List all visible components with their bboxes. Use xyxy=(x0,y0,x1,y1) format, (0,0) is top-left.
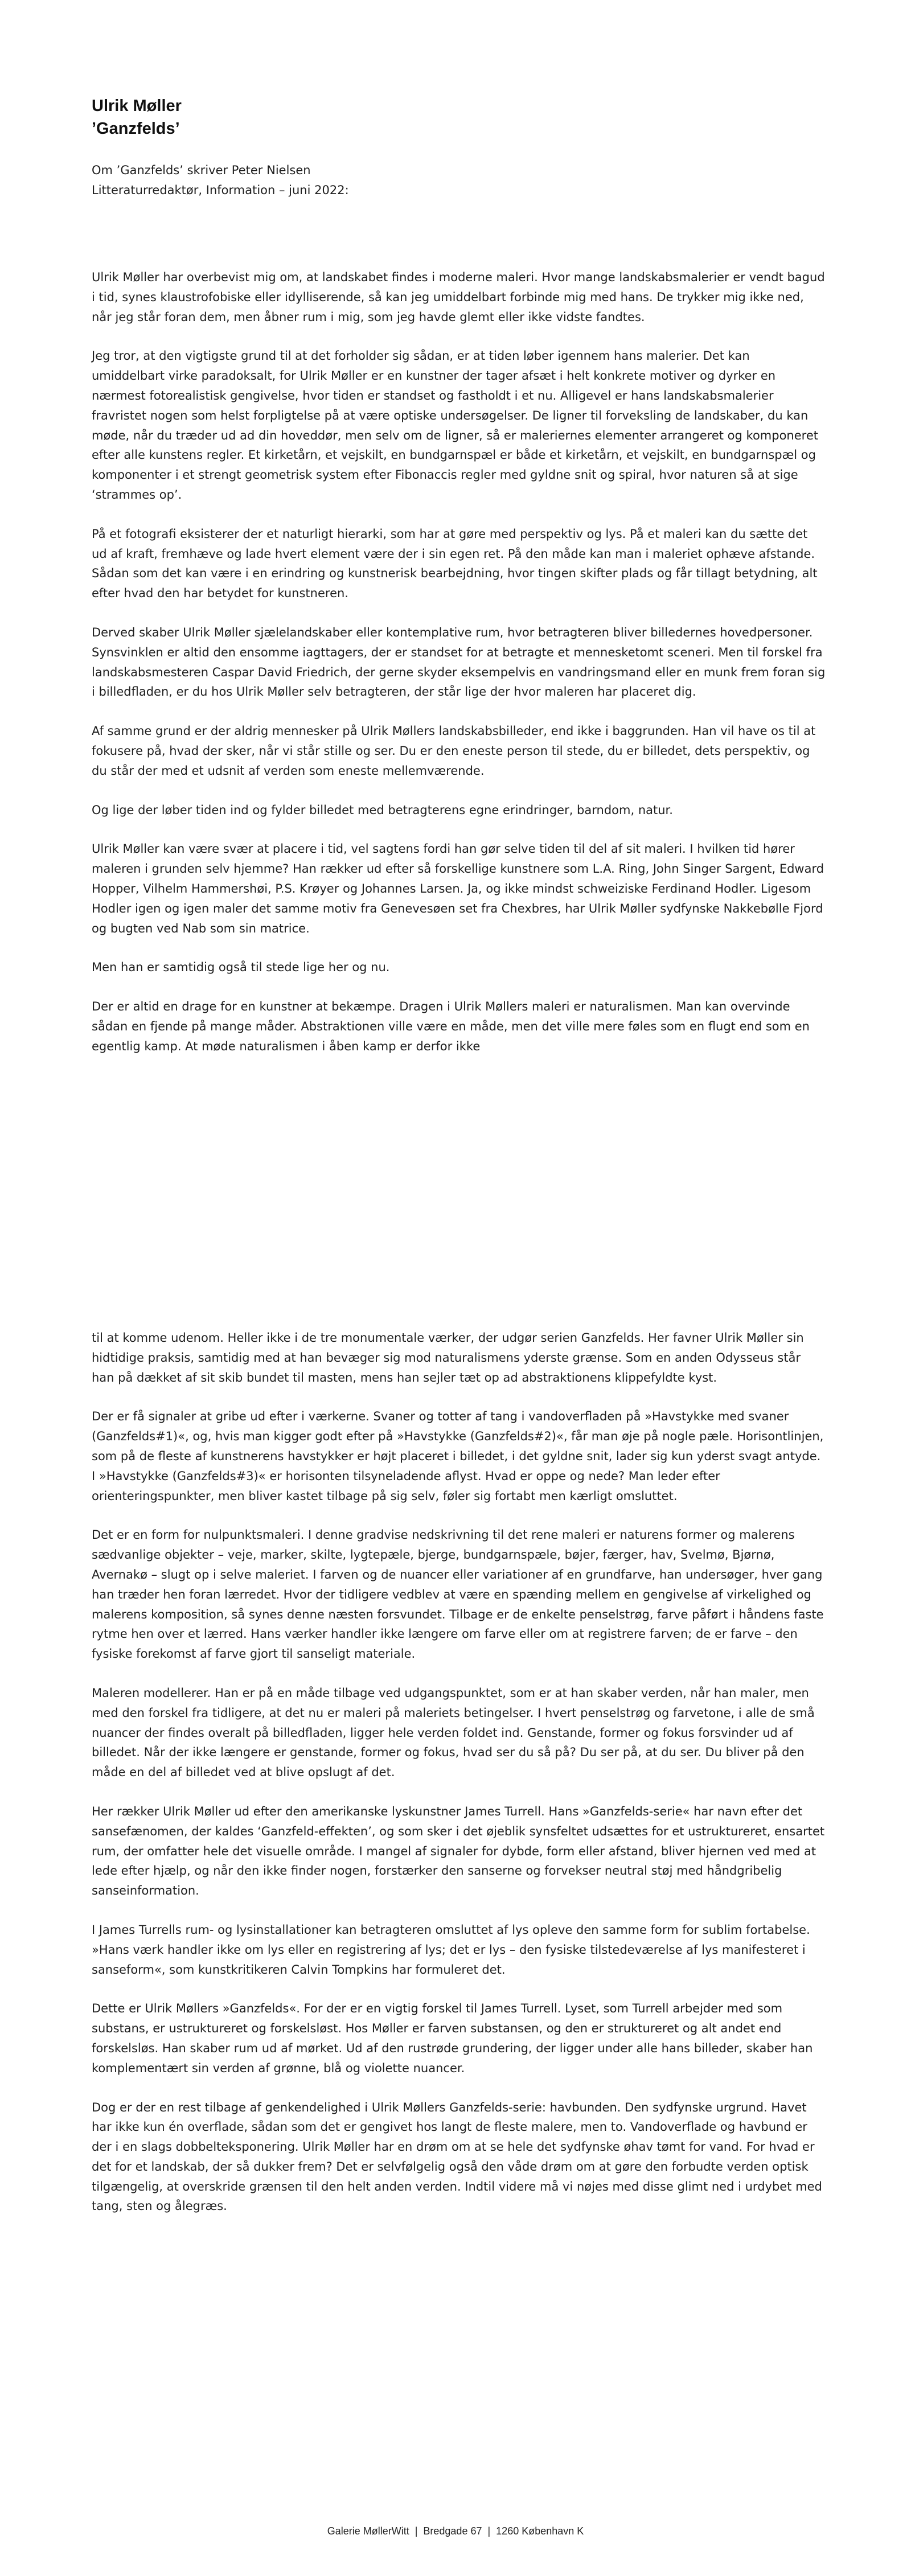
intro-source-line: Litteraturredaktør, Information – juni 2022: xyxy=(92,183,349,197)
paragraph: Ulrik Møller har overbevist mig om, at landskabet findes i moderne maleri. Hvor mange landskabsmalerier er vendt bagud i tid, synes klaustrofobiske eller idylliserende, så kan jeg umiddelbart forbinde mig med hans. De trykker mig ikke ned, når jeg står foran dem, men åbner rum i mig, som jeg havde glemt eller ikke vidste fandtes. xyxy=(92,270,825,324)
article-body-part-2 xyxy=(92,1328,826,2236)
paragraph: til at komme udenom. Heller ikke i de tre monumentale værker, der udgør serien Ganzfelds. Her favner Ulrik Møller sin hidtidige praksis, samtidig med at han bevæger sig mod naturalismens yderste grænse. Som en anden Odysseus står han på dækket af sit skib bundet til masten, mens han sejler tæt op ad abstraktionens klippefyldte kyst. xyxy=(92,1331,804,1384)
paragraph: Og lige der løber tiden ind og fylder billedet med betragterens egne erindringer, barndom, natur. xyxy=(92,803,673,817)
paragraph: I James Turrells rum- og lysinstallationer kan betragteren omsluttet af lys opleve den samme form for sublim fortabelse. »Hans værk handler ikke om lys eller en registrering af lys; det er lys – den fysiske tilstedeværelse af lys manifesteret i sanseform«, som kunstkritikeren Calvin Tompkins har formuleret det. xyxy=(92,1922,810,1977)
paragraph: Dog er der en rest tilbage af genkendelighed i Ulrik Møllers Ganzfelds-serie: havbunden. Den sydfynske urgrund. Havet har ikke kun én overflade, sådan som det er gengivet hos langt de fleste malere, men to. Vandoverflade og havbund er der i en slags dobbelteksponering. Ulrik Møller har en drøm om at se hele det sydfynske øhav tømt for vand. For hvad er det for et landskab, der så dukker frem? Det er selvfølgelig også den våde drøm om at gøre den forbudte verden optisk tilgængelig, at overskride grænsen til den helt anden verden. Indtil videre må vi nøjes med disse glimt ned i urdybet med tang, sten og ålegræs. xyxy=(92,2100,822,2213)
paragraph: Af samme grund er der aldrig mennesker på Ulrik Møllers landskabsbilleder, end ikke i baggrunden. Han vil have os til at fokusere på, hvad der sker, når vi står stille og ser. Du er den eneste person til stede, du er billedet, dets perspektiv, og du står der med et udsnit af verden som eneste mellemværende. xyxy=(92,724,816,778)
paragraph: Derved skaber Ulrik Møller sjælelandskaber eller kontemplative rum, hvor betragteren bliver billedernes hovedpersoner. Synsvinklen er altid den ensomme iagttagers, der er standset for at betragte et mennesketomt sceneri. Men til forskel fra landskabsmesteren Caspar David Friedrich, der gerne skyder eksempelvis en vandringsmand eller en munk frem foran sig i billedfladen, er du hos Ulrik Møller selv betragteren, der står lige der hvor maleren har placeret dig. xyxy=(92,625,826,699)
footer-separator: | xyxy=(487,2525,491,2537)
paragraph: Maleren modellerer. Han er på en måde tilbage ved udgangspunktet, som er at han skaber verden, når han maler, men med den forskel fra tidligere, at det nu er maleri på maleriets betingelser. I hvert penselstrøg og farvetone, i alle de små nuancer der findes overalt på billedfladen, ligger hele verden foldet ind. Genstande, former og fokus forsvinder ud af billedet. Når der ikke længere er genstande, former og fokus, hvad ser du så på? Du ser på, at du ser. Du bliver på den måde en del af billedet ved at blive opslugt af det. xyxy=(92,1686,815,1780)
paragraph: Men han er samtidig også til stede lige her og nu. xyxy=(92,960,390,975)
paragraph: Der er få signaler at gribe ud efter i værkerne. Svaner og totter af tang i vandoverfladen på »Havstykke med svaner (Ganzfelds#1)«, og, hvis man kigger godt efter på »Havstykke (Ganzfelds#2)«, får man øje på nogle pæle. Horisontlinjen, som på de fleste af kunstnerens havstykker er højt placeret i billedet, i det gyldne snit, lader sig kun yderst svagt antyde. I »Havstykke (Ganzfelds#3)« er horisonten tilsyneladende aflyst. Hvad er oppe og nede? Man leder efter orienteringspunkter, men bliver kastet tilbage på sig selv, føler sig fortabt men kærligt omsluttet. xyxy=(92,1410,824,1503)
intro-author-line: Om ’Ganzfelds’ skriver Peter Nielsen xyxy=(92,163,311,177)
paragraph: Her rækker Ulrik Møller ud efter den amerikanske lyskunstner James Turrell. Hans »Ganzfelds-serie« har navn efter det sansefænomen, der kaldes ‘Ganzfeld-effekten’, og som sker i det øjeblik synsfeltet udsættes for et ustruktureret, ensartet rum, der omfatter hele det visuelle område. I mangel af signaler for dybde, form eller afstand, bliver hjernen ved med at lede efter hjælp, og når den ikke finder nogen, forstærker den sanserne og forvekser neutral støj med håndgribelig sanseinformation. xyxy=(92,1804,825,1898)
paragraph: Det er en form for nulpunktsmaleri. I denne gradvise nedskrivning til det rene maleri er naturens former og malerens sædvanlige objekter – veje, marker, skilte, lygtepæle, bjerge, bundgarnspæle, bøjer, færger, hav, Svelmø, Bjørnø, Avernakø – slugt op i selve maleriet. I farven og de nuancer eller variationer af en grundfarve, han undersøger, hver gang han træder hen foran lærredet. Hvor der tidligere vedblev at være en spænding mellem en gengivelse af virkelighed og malerens komposition, så synes denne næsten forsvundet. Tilbage er de enkelte penselstrøg, farve påført i håndens faste rytme hen over et lærred. Hans værker handler ikke længere om farve eller om at registrere farven; de er farve – den fysiske forekomst af farve gjort til sanseligt materiale. xyxy=(92,1528,824,1661)
paragraph: Jeg tror, at den vigtigste grund til at det forholder sig sådan, er at tiden løber igennem hans malerier. Det kan umiddelbart virke paradoksalt, for Ulrik Møller er en kunstner der tager afsæt i helt konkrete motiver og dyrker en nærmest fotorealistisk gengivelse, hvor tiden er standset og fastholdt i et nu. Alligevel er hans landskabsmalerier fravristet nogen som helst forpligtelse på at være optiske undersøgelser. De ligner til forveksling de landskaber, du kan møde, når du træder ud ad din hoveddør, men selv om de ligner, så er maleriernes elementer arrangeret og komponeret efter alle kunstens regler. Et kirketårn, et vejskilt, en bundgarnspæl er både et kirketårn, et vejskilt, en bundgarnspæl og komponenter i et strengt geometrisk system efter Fibonaccis regler med gyldne snit og spiral, hvor naturen så at sige ‘strammes op’. xyxy=(92,349,818,502)
footer-gallery-name: Galerie MøllerWitt xyxy=(327,2525,409,2537)
artist-name: Ulrik Møller xyxy=(92,97,182,115)
intro-block xyxy=(92,161,349,200)
paragraph: På et fotografi eksisterer der et naturligt hierarki, som har at gøre med perspektiv og lys. På et maleri kan du sætte det ud af kraft, fremhæve og lade hvert element være der i sin egen ret. På den måde kan man i maleriet ophæve afstande. Sådan som det kan være i en erindring og kunstnerisk bearbejdning, hvor tingen skifter plads og får tillagt betydning, alt efter hvad den har betydet for kunstneren. xyxy=(92,527,818,601)
footer-street-address: Bredgade 67 xyxy=(423,2525,482,2537)
series-title: ’Ganzfelds’ xyxy=(92,120,180,138)
footer-city: 1260 København K xyxy=(496,2525,584,2537)
paragraph: Ulrik Møller kan være svær at placere i tid, vel sagtens fordi han gør selve tiden til del af sit maleri. I hvilken tid hører maleren i grunden selv hjemme? Han rækker ud efter så forskellige kunstnere som L.A. Ring, John Singer Sargent, Edward Hopper, Vilhelm Hammershøi, P.S. Krøyer og Johannes Larsen. Ja, og ikke mindst schweiziske Ferdinand Hodler. Ligesom Hodler igen og igen maler det samme motiv fra Genevesøen set fra Chexbres, har Ulrik Møller sydfynske Nakkebølle Fjord og bugten ved Nab som sin matrice. xyxy=(92,842,824,935)
article-body-part-1 xyxy=(92,268,826,1076)
footer-separator: | xyxy=(415,2525,418,2537)
paragraph: Der er altid en drage for en kunstner at bekæmpe. Dragen i Ulrik Møllers maleri er naturalismen. Man kan overvinde sådan en fjende på mange måder. Abstraktionen ville være en måde, men det ville mere føles som en flugt end som en egentlig kamp. At møde naturalismen i åben kamp er derfor ikke xyxy=(92,1000,810,1053)
paragraph: Dette er Ulrik Møllers »Ganzfelds«. For der er en vigtig forskel til James Turrell. Lyset, som Turrell arbejder med som substans, er ustruktureret og forskelsløst. Hos Møller er farven substansen, og den er struktureret og alt andet end forskelsløs. Han skaber rum ud af mørket. Ud af den rustrøde grundering, der ligger under alle hans billeder, skaber han komplementært sin verden af grønne, blå og violette nuancer. xyxy=(92,2002,813,2075)
page-footer xyxy=(0,2525,911,2537)
